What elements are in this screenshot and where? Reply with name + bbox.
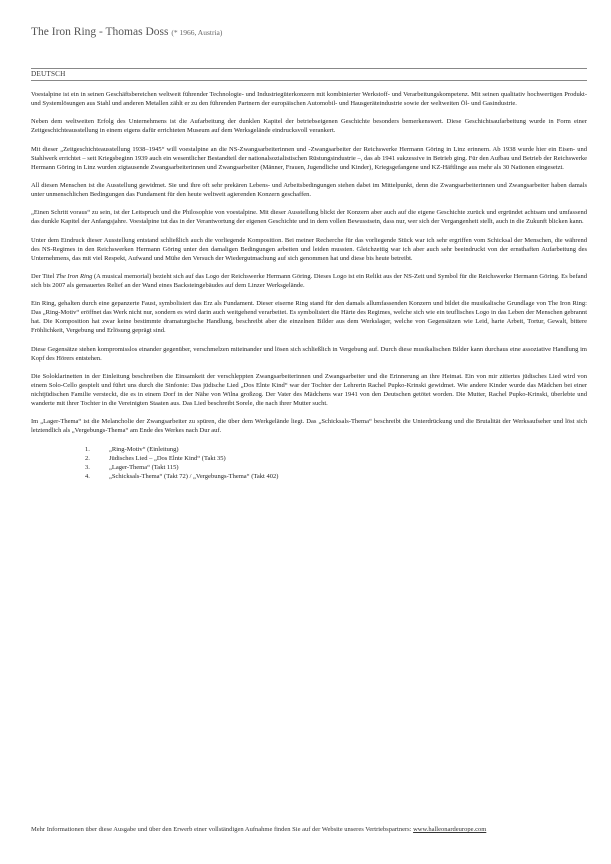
list-number: 4. — [85, 472, 90, 480]
paragraph: Im „Lager-Thema“ ist die Melancholie der Zwangsarbeiter zu spüren, die über dem Werkgelände liegt. Das „Schicksals-Thema“ beschreibt die Unterdrückung und die Brutalität der Werksaufseher und löst sich letztendlich als „Vergebungs-Thema“ am Ende des Werkes nach Dur auf. — [31, 418, 587, 435]
list-text: Jüdisches Lied – „Dos Elnte Kind“ (Takt 35) — [109, 454, 226, 462]
footer-link[interactable]: www.halleonardeurope.com — [413, 826, 487, 833]
list-text: „Ring-Motiv“ (Einleitung) — [109, 445, 179, 453]
paragraph-title — [31, 272, 587, 290]
paragraph: Voestalpine ist ein in seinen Geschäftsbereichen weltweit führender Technologie- und Industriegüterkonzern mit kombinierter Werkstoff- und Verarbeitungskompetenz. Mit seinen qualitativ hochwertigen Produkt- und Systemlösungen aus Stahl und anderen Metallen zählt er zu den führenden Partnern der europäischen Automobil- und Hausgeräteindustrie sowie der weltweiten Öl- und Gasindustrie. — [31, 91, 587, 108]
list-number: 3. — [85, 463, 90, 471]
body-text — [31, 90, 587, 436]
composer-dates: (* 1966, Austria) — [171, 28, 223, 37]
paragraph: Ein Ring, gehalten durch eine gepanzerte Faust, symbolisiert das Erz als Fundament. Dieser eiserne Ring stand für den damals allumfassenden Konzern und bildet die musikalische Grundlage von The Iron Ring: Das „Ring-Motiv“ eröffnet das Werk nicht nur, sondern es wird darin auch weitgehend verarbeitet. Es symbolisiert die Härte des Regimes, welche sich wie ein teuflisches Logo in das Leben der Menschen gebrannt hat. Die Komposition hat zwar keine bestimmte dramaturgische Handlung, beschreibt aber die einzelnen Bilder aus dem Werkslager, welche von Gegensätzen wie Leid, harte Arbeit, Tortur, Gewalt, bittere Fröhlichkeit, Vergebung und Erlösung geprägt sind. — [31, 300, 587, 335]
list-text: „Lager-Thema“ (Takt 115) — [109, 463, 179, 471]
title-intro: Der Titel — [31, 272, 57, 280]
paragraph: „Einen Schritt voraus“ zu sein, ist der Leitspruch und die Philosophie von voestalpine. Mit dieser Ausstellung blickt der Konzern aber auch auf die eigene Geschichte zurück und ergründet achtsam und umfassend das dunkle Kapitel der Anfangsjahre. Voestalpine tut das in der Verantwortung der eigenen Geschichte und in dem vollen Bewusstsein, dass nur, wer sich der Vergangenheit stellt, auch in die Zukunft blicken kann. — [31, 209, 587, 226]
list-item — [85, 454, 587, 463]
list-text: „Schicksals-Thema“ (Takt 72) / „Vergebungs-Thema“ (Takt 402) — [109, 472, 279, 480]
work-title: The Iron Ring — [56, 272, 93, 280]
language-heading: DEUTSCH — [31, 70, 66, 78]
list-item — [85, 463, 587, 472]
paragraph: Diese Gegensätze stehen kompromisslos einander gegenüber, verschmelzen miteinander und lösen sich schließlich in Vergebung auf. Durch diese musikalischen Bilder kann durchaus eine assoziative Handlung im Kopf des Hörers entstehen. — [31, 345, 587, 362]
title-description: (A musical memorial) bezieht sich auf das Logo der Reichswerke Hermann Göring. Dieses Logo ist ein Relikt aus der NS-Zeit und Symbol für die Reichswerke Hermann Göring. Es befand sich bis 2007 als gemauertes Relief an der Wand eines Backsteingebäudes auf dem Linzer Werksgelände. — [31, 272, 587, 289]
header — [31, 26, 587, 38]
document-title: The Iron Ring - Thomas Doss — [31, 26, 169, 38]
paragraph: Die Soloklarinetten in der Einleitung beschreiben die Einsamkeit der verschleppten Zwangsarbeiterinnen und Zwangsarbeiter und die Erinnerung an ihre Heimat. Ein von mir zitiertes jüdisches Lied wird von einem Solo-Cello gespielt und führt uns durch die Sinfonie: Das jüdische Lied „Dos Elnte Kind“ war der Tochter der Lehrerin Rachel Pupko-Krinski gewidmet. Wie andere Kinder wurde das Mädchen bei einer nichtjüdischen Familie versteckt, die es in einem Dorf in der Nähe von Wilna großzog. Der Vater des Mädchens war 1941 von den Deutschen getötet worden. Die Mutter, Rachel Pupko-Krinski, überlebte und wanderte mit ihrer Tochter in die Vereinigten Staaten aus. Das Lied beschreibt Sorele, die nach ihrer Mutter sucht. — [31, 372, 587, 408]
theme-list — [85, 445, 587, 481]
paragraph: Unter dem Eindruck dieser Ausstellung entstand schließlich auch die vorliegende Komposition. Bei meiner Recherche für das vorliegende Stück war ich sehr ergriffen vom Schicksal der Menschen, die während des NS-Regimes in den Reichswerken Hermann Göring unter den damaligen Bedingungen arbeiten und leiden mussten. Gleichzeitig war ich aber auch sehr beeindruckt von der ernsthaften Aufarbeitung des Unternehmens, das mit viel Respekt, Aufwand und Mühe den Versuch der Wiedergutmachung auf sich genommen hat und diese bis heute betreibt. — [31, 236, 587, 262]
list-item — [85, 445, 587, 454]
paragraph: Mit dieser „Zeitgeschichteausstellung 1938–1945“ will voestalpine an die NS-Zwangsarbeiterinnen und -Zwangsarbeiter der Reichswerke Hermann Göring in Linz erinnern. Ab 1938 wurde hier ein Eisen- und Stahlwerk errichtet – seit Kriegsbeginn 1939 auch ein wesentlicher Bestandteil der nationalsozialistischen Rüstungsindustrie –, das ab 1941 sukzessive in Betrieb ging. Für den Aufbau und Betrieb der Reichswerke Hermann Göring in Linz wurden zigtausende Zwangsarbeiterinnen und Zwangsarbeiter (Männer, Frauen, Jugendliche und Kinder), Kriegsgefangene und KZ-Häftlinge aus mehr als 30 Nationen eingesetzt. — [31, 145, 587, 171]
footer-text: Mehr Informationen über diese Ausgabe und über den Erwerb einer vollständigen Aufnahme finden Sie auf der Website unseres Vertriebspartners: — [31, 826, 414, 833]
language-divider — [31, 80, 587, 81]
paragraph: Neben dem weltweiten Erfolg des Unternehmens ist die Aufarbeitung der dunklen Kapitel der betriebseigenen Geschichte besonders bemerkenswert. Diese Geschichtsaufarbeitung wurde in Form einer Zeitgeschichteausstellung in einem eigens dafür errichteten Museum auf dem Werksgelände eindrucksvoll verankert. — [31, 118, 587, 135]
footer — [31, 826, 587, 833]
list-number: 2. — [85, 454, 90, 462]
list-item — [85, 472, 587, 481]
paragraph: All diesen Menschen ist die Ausstellung gewidmet. Sie und ihre oft sehr prekären Lebens- und Arbeitsbedingungen stehen dabei im Mittelpunkt, denn die Zwangsarbeiterinnen und Zwangsarbeiter haben damals unter unmenschlichen Bedingungen das Fundament für den heute weltweit agierenden Konzern geschaffen. — [31, 181, 587, 199]
list-number: 1. — [85, 445, 90, 453]
top-divider — [31, 68, 587, 69]
document-page — [31, 26, 587, 481]
